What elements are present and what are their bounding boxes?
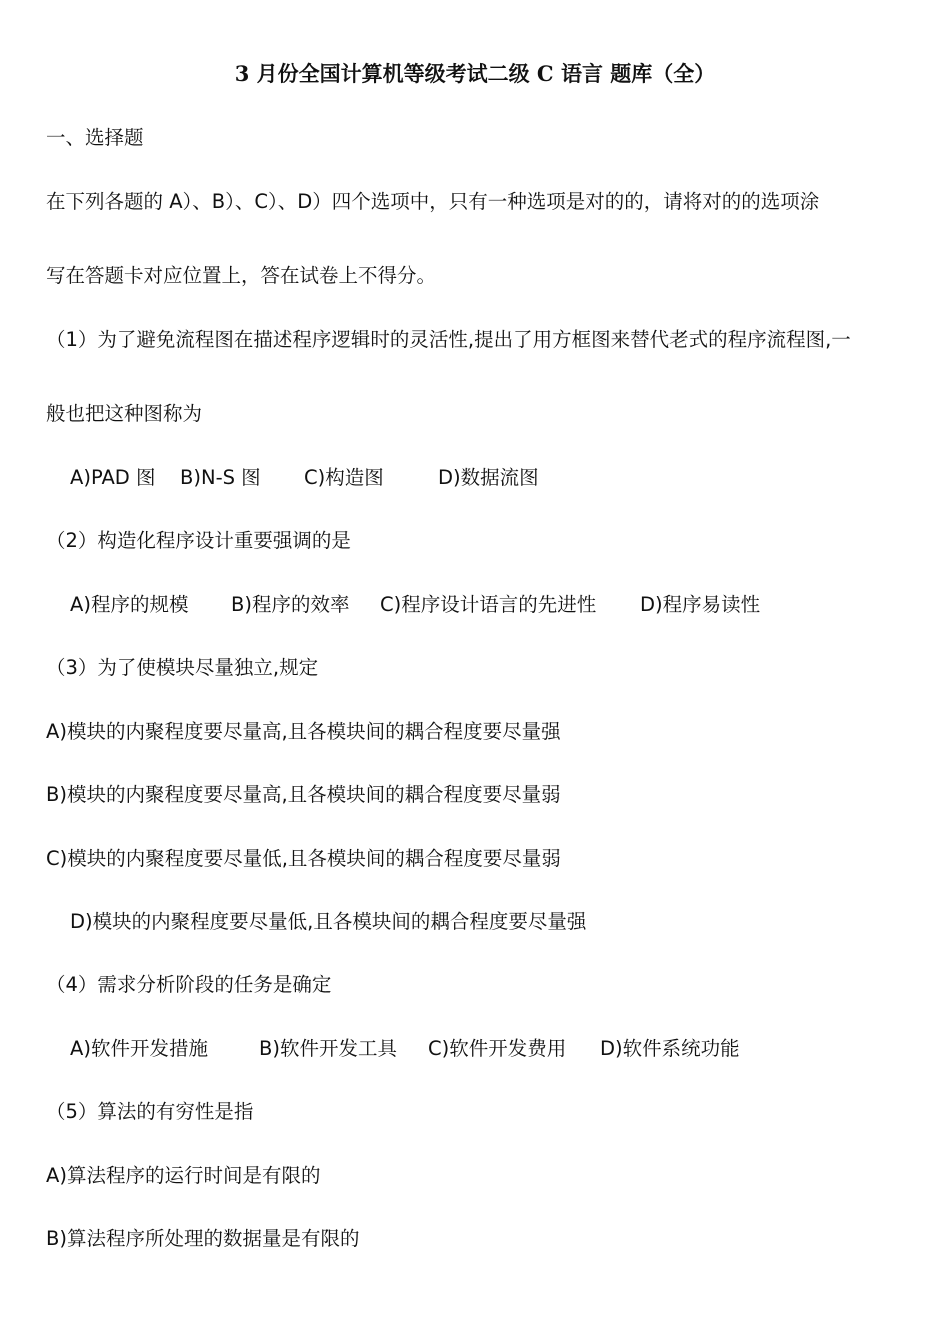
question-2-option-a: A)程序的规模 [70,593,189,616]
question-2-stem: （2）构造化程序设计重要强调的是 [46,529,351,552]
question-2-option-b: B)程序的效率 [231,593,350,616]
question-4-stem: （4）需求分析阶段的任务是确定 [46,973,332,996]
question-1-stem-line-2: 般也把这种图称为 [46,402,203,425]
question-3-option-c: C)模块的内聚程度要尽量低,且各模块间的耦合程度要尽量弱 [46,847,561,870]
question-2-option-d: D)程序易读性 [640,593,761,616]
question-5-stem: （5）算法的有穷性是指 [46,1100,254,1123]
question-4-option-a: A)软件开发措施 [70,1037,208,1060]
question-4-option-c: C)软件开发费用 [428,1037,567,1060]
document-title: 3 月份全国计算机等级考试二级 C 语言 题库（全） [234,61,716,86]
question-1-option-c: C)构造图 [304,466,384,489]
instructions-line-1: 在下列各题的 A）、B）、C）、D）四个选项中，只有一种选项是对的的，请将对的的选项涂 [46,190,820,213]
question-1-option-b: B)N-S 图 [180,466,261,489]
section-heading: 一、选择题 [46,126,144,149]
question-3-option-b: B)模块的内聚程度要尽量高,且各模块间的耦合程度要尽量弱 [46,783,561,806]
question-1-option-d: D)数据流图 [438,466,539,489]
question-1-stem-line-1: （1）为了避免流程图在描述程序逻辑时的灵活性,提出了用方框图来替代老式的程序流程图,一 [46,328,851,351]
question-5-option-a: A)算法程序的运行时间是有限的 [46,1164,321,1187]
question-4-option-b: B)软件开发工具 [259,1037,397,1060]
instructions-line-2: 写在答题卡对应位置上，答在试卷上不得分。 [46,264,437,287]
question-5-option-b: B)算法程序所处理的数据量是有限的 [46,1227,360,1250]
question-3-option-d: D)模块的内聚程度要尽量低,且各模块间的耦合程度要尽量强 [70,910,587,933]
question-1-option-a: A)PAD 图 [70,466,156,489]
question-3-stem: （3）为了使模块尽量独立,规定 [46,656,319,679]
question-4-option-d: D)软件系统功能 [600,1037,740,1060]
question-2-option-c: C)程序设计语言的先进性 [380,593,597,616]
question-3-option-a: A)模块的内聚程度要尽量高,且各模块间的耦合程度要尽量强 [46,720,561,743]
